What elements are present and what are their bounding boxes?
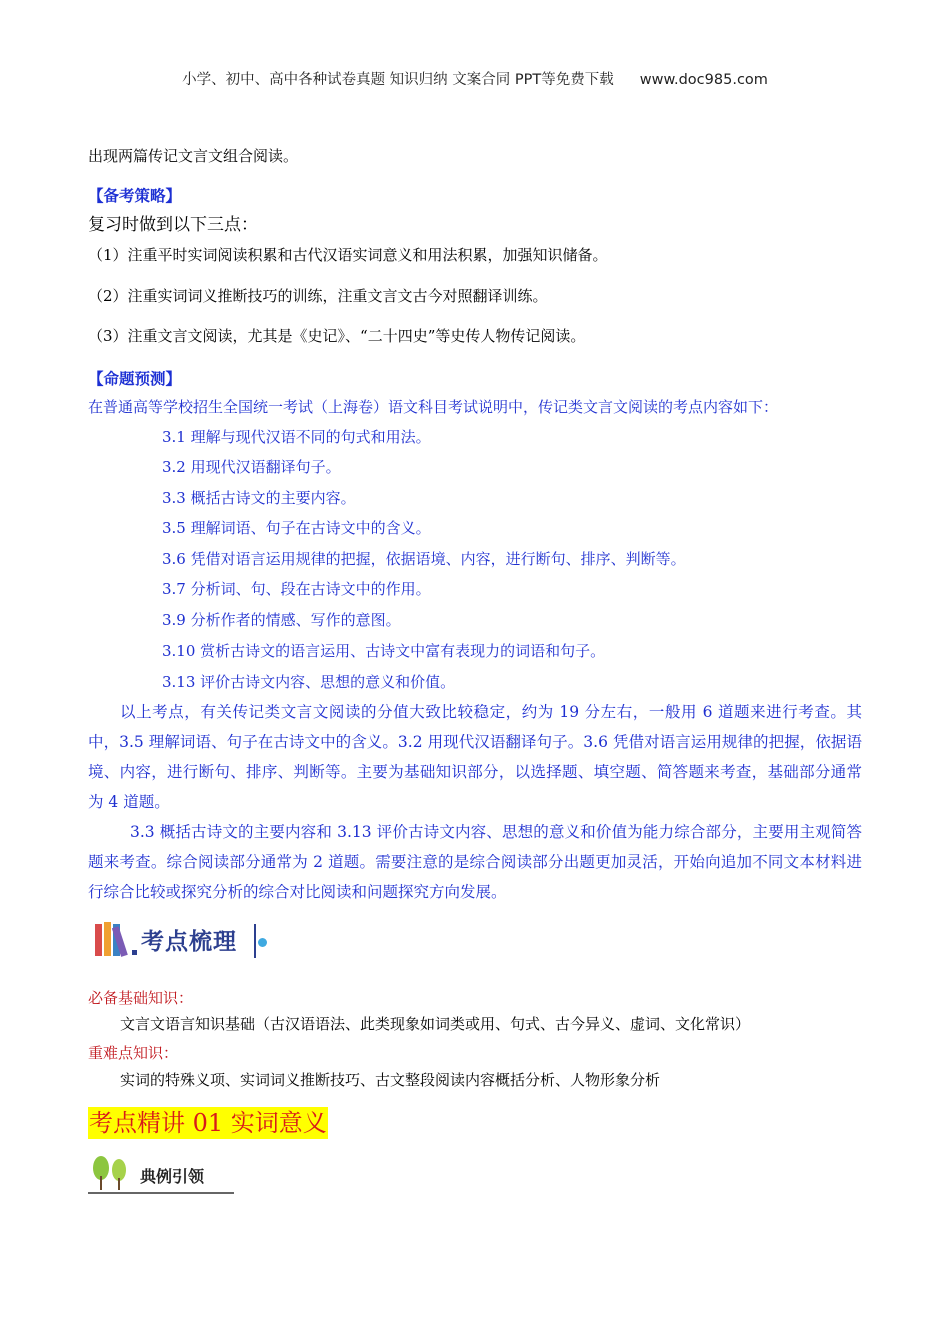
- analysis-paragraph-1: 以上考点，有关传记类文言文阅读的分值大致比较稳定，约为 19 分左右，一般用 6 道题来进行考查。其中，3.5 理解词语、句子在古诗文中的含义。3.2 用现代汉语翻译句子。3.6 凭借对语言运用规律的把握，依据语境、内容，进行断句、排序、判断等。主要为基础知识部分，以选择题、填空题、简答题来考查，基础部分通常为 4 道题。: [88, 703, 862, 811]
- lecture-title: 考点精讲 01 实词意义: [89, 1109, 327, 1137]
- point-item: 3.1 理解与现代汉语不同的句式和用法。: [162, 428, 431, 446]
- key-knowledge-label: 重难点知识：: [88, 1044, 179, 1062]
- point-item: 3.3 概括古诗文的主要内容。: [162, 489, 356, 507]
- section-badge: [92, 918, 272, 962]
- point-item: 3.5 理解词语、句子在古诗文中的含义。: [162, 519, 431, 537]
- strategy-lead: 复习时做到以下三点：: [88, 215, 258, 235]
- point-item: 3.7 分析词、句、段在古诗文中的作用。: [162, 580, 431, 598]
- strategy-item-2: （2）注重实词词义推断技巧的训练，注重文言文古今对照翻译训练。: [88, 287, 548, 305]
- basic-knowledge-label: 必备基础知识：: [88, 989, 194, 1007]
- header-site[interactable]: www.doc985.com: [639, 72, 768, 88]
- prediction-intro: 在普通高等学校招生全国统一考试（上海卷）语文科目考试说明中，传记类文言文阅读的考点内容如下：: [88, 398, 779, 416]
- section-badge-label: 考点梳理: [141, 929, 237, 955]
- example-badge-label: 典例引领: [140, 1167, 205, 1186]
- example-underline: [88, 1192, 234, 1194]
- prediction-heading: 【命题预测】: [88, 369, 182, 388]
- point-item: 3.6 凭借对语言运用规律的把握，依据语境、内容，进行断句、排序、判断等。: [162, 550, 686, 568]
- badge-divider: [254, 924, 256, 958]
- point-item: 3.9 分析作者的情感、写作的意图。: [162, 611, 401, 629]
- books-icon: [92, 918, 142, 962]
- intro-line: 出现两篇传记文言文组合阅读。: [88, 147, 299, 165]
- page-header: [0, 68, 950, 89]
- example-badge: [88, 1154, 234, 1196]
- header-text: 小学、初中、高中各种试卷真题 知识归纳 文案合同 PPT等免费下载: [182, 72, 614, 88]
- tree-icon: [88, 1154, 138, 1196]
- badge-dot: [258, 938, 267, 947]
- analysis-paragraph-2: 3.3 概括古诗文的主要内容和 3.13 评价古诗文内容、思想的意义和价值为能力综合部分，主要用主观简答题来考查。综合阅读部分通常为 2 道题。需要注意的是综合阅读部分出题更加灵活，开始向追加不同文本材料进行综合比较或探究分析的综合对比阅读和问题探究方向发展。: [88, 823, 862, 901]
- strategy-heading: 【备考策略】: [88, 186, 182, 205]
- key-knowledge-text: 实词的特殊义项、实词词义推断技巧、古文整段阅读内容概括分析、人物形象分析: [120, 1071, 661, 1089]
- point-item: 3.10 赏析古诗文的语言运用、古诗文中富有表现力的词语和句子。: [162, 642, 606, 660]
- strategy-item-3: （3）注重文言文阅读，尤其是《史记》、“二十四史”等史传人物传记阅读。: [88, 327, 586, 345]
- point-item: 3.2 用现代汉语翻译句子。: [162, 458, 341, 476]
- strategy-item-1: （1）注重平时实词阅读积累和古代汉语实词意义和用法积累，加强知识储备。: [88, 246, 608, 264]
- basic-knowledge-text: 文言文语言知识基础（古汉语语法、此类现象如词类或用、句式、古今异义、虚词、文化常识）: [120, 1015, 751, 1033]
- point-item: 3.13 评价古诗文内容、思想的意义和价值。: [162, 673, 456, 691]
